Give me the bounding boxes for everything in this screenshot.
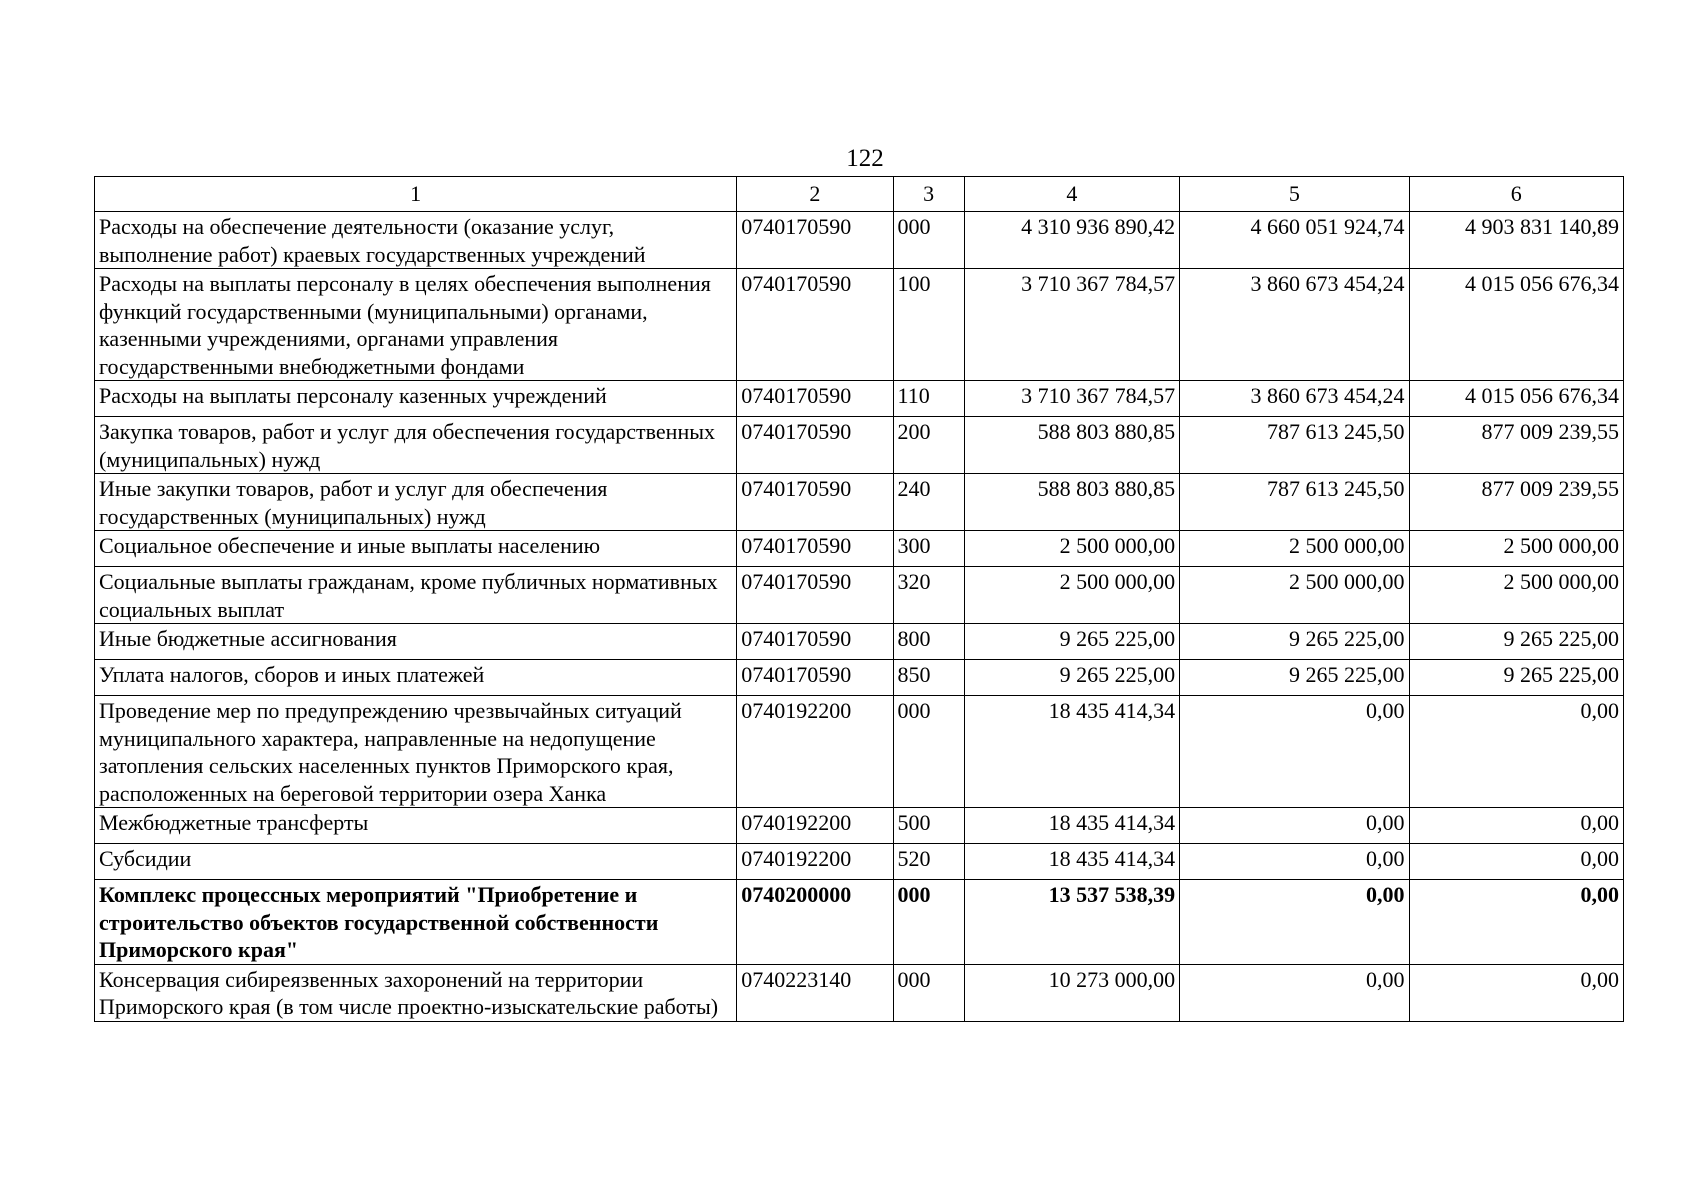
row-value-col6-cell: 0,00 [1409, 696, 1623, 808]
row-value-col6-cell: 9 265 225,00 [1409, 624, 1623, 660]
row-value-col4-cell: 18 435 414,34 [964, 696, 1179, 808]
row-value-col4-cell: 2 500 000,00 [964, 531, 1179, 567]
column-header-3: 3 [893, 177, 964, 212]
row-name-cell: Проведение мер по предупреждению чрезвычайных ситуаций муниципального характера, направленные на недопущение затопления сельских населенных пунктов Приморского края, расположенных на береговой территории озера Ханка [95, 696, 737, 808]
row-expense-type-cell: 100 [893, 269, 964, 381]
row-value-col4-cell: 9 265 225,00 [964, 624, 1179, 660]
row-expense-type-cell: 300 [893, 531, 964, 567]
row-expense-type-cell: 800 [893, 624, 964, 660]
row-value-col6-cell: 0,00 [1409, 844, 1623, 880]
row-value-col5-cell: 4 660 051 924,74 [1180, 212, 1409, 269]
row-code-cell: 0740170590 [737, 531, 893, 567]
row-expense-type-cell: 500 [893, 808, 964, 844]
row-value-col5-cell: 0,00 [1180, 696, 1409, 808]
row-value-col6-cell: 877 009 239,55 [1409, 417, 1623, 474]
column-header-1: 1 [95, 177, 737, 212]
row-value-col4-cell: 13 537 538,39 [964, 880, 1179, 965]
table-row [95, 696, 1624, 808]
column-header-6: 6 [1409, 177, 1623, 212]
page-number: 122 [846, 145, 884, 172]
row-expense-type-cell: 000 [893, 212, 964, 269]
table-body [95, 212, 1624, 1022]
row-value-col5-cell: 2 500 000,00 [1180, 531, 1409, 567]
row-code-cell: 0740170590 [737, 212, 893, 269]
table-row [95, 964, 1624, 1021]
table-row [95, 269, 1624, 381]
row-expense-type-cell: 000 [893, 880, 964, 965]
row-name-cell: Расходы на обеспечение деятельности (оказание услуг, выполнение работ) краевых государственных учреждений [95, 212, 737, 269]
row-code-cell: 0740170590 [737, 417, 893, 474]
row-expense-type-cell: 520 [893, 844, 964, 880]
table-row [95, 417, 1624, 474]
table-row [95, 624, 1624, 660]
row-value-col5-cell: 787 613 245,50 [1180, 417, 1409, 474]
row-expense-type-cell: 000 [893, 696, 964, 808]
row-value-col5-cell: 0,00 [1180, 808, 1409, 844]
row-value-col6-cell: 4 015 056 676,34 [1409, 269, 1623, 381]
row-value-col4-cell: 588 803 880,85 [964, 417, 1179, 474]
table-row [95, 212, 1624, 269]
row-code-cell: 0740170590 [737, 624, 893, 660]
row-value-col6-cell: 2 500 000,00 [1409, 567, 1623, 624]
row-name-cell: Иные бюджетные ассигнования [95, 624, 737, 660]
row-value-col4-cell: 4 310 936 890,42 [964, 212, 1179, 269]
table-row [95, 474, 1624, 531]
row-value-col5-cell: 0,00 [1180, 964, 1409, 1021]
table-row [95, 880, 1624, 965]
row-code-cell: 0740170590 [737, 660, 893, 696]
row-name-cell: Субсидии [95, 844, 737, 880]
row-value-col5-cell: 787 613 245,50 [1180, 474, 1409, 531]
row-value-col5-cell: 9 265 225,00 [1180, 624, 1409, 660]
row-value-col6-cell: 2 500 000,00 [1409, 531, 1623, 567]
row-code-cell: 0740170590 [737, 474, 893, 531]
row-value-col6-cell: 877 009 239,55 [1409, 474, 1623, 531]
row-expense-type-cell: 850 [893, 660, 964, 696]
table-row [95, 381, 1624, 417]
row-name-cell: Иные закупки товаров, работ и услуг для обеспечения государственных (муниципальных) нужд [95, 474, 737, 531]
column-header-4: 4 [964, 177, 1179, 212]
row-expense-type-cell: 000 [893, 964, 964, 1021]
row-value-col4-cell: 2 500 000,00 [964, 567, 1179, 624]
row-value-col6-cell: 0,00 [1409, 808, 1623, 844]
table-row [95, 808, 1624, 844]
row-name-cell: Комплекс процессных мероприятий "Приобретение и строительство объектов государственной собственности Приморского края" [95, 880, 737, 965]
row-value-col6-cell: 9 265 225,00 [1409, 660, 1623, 696]
row-name-cell: Расходы на выплаты персоналу казенных учреждений [95, 381, 737, 417]
row-expense-type-cell: 110 [893, 381, 964, 417]
table-row [95, 567, 1624, 624]
row-value-col5-cell: 0,00 [1180, 880, 1409, 965]
row-code-cell: 0740192200 [737, 844, 893, 880]
row-value-col6-cell: 4 903 831 140,89 [1409, 212, 1623, 269]
row-name-cell: Расходы на выплаты персоналу в целях обеспечения выполнения функций государственными (муниципальными) органами, казенными учреждениями, органами управления государственными внебюджетными фондами [95, 269, 737, 381]
row-value-col6-cell: 0,00 [1409, 880, 1623, 965]
row-name-cell: Закупка товаров, работ и услуг для обеспечения государственных (муниципальных) нужд [95, 417, 737, 474]
column-header-2: 2 [737, 177, 893, 212]
row-code-cell: 0740192200 [737, 696, 893, 808]
row-value-col5-cell: 2 500 000,00 [1180, 567, 1409, 624]
row-value-col6-cell: 0,00 [1409, 964, 1623, 1021]
row-name-cell: Социальное обеспечение и иные выплаты населению [95, 531, 737, 567]
row-code-cell: 0740223140 [737, 964, 893, 1021]
row-code-cell: 0740200000 [737, 880, 893, 965]
row-value-col4-cell: 9 265 225,00 [964, 660, 1179, 696]
row-value-col5-cell: 3 860 673 454,24 [1180, 269, 1409, 381]
row-expense-type-cell: 240 [893, 474, 964, 531]
row-code-cell: 0740170590 [737, 269, 893, 381]
row-value-col4-cell: 10 273 000,00 [964, 964, 1179, 1021]
row-code-cell: 0740192200 [737, 808, 893, 844]
row-value-col5-cell: 0,00 [1180, 844, 1409, 880]
row-value-col4-cell: 3 710 367 784,57 [964, 381, 1179, 417]
row-value-col4-cell: 3 710 367 784,57 [964, 269, 1179, 381]
row-value-col5-cell: 3 860 673 454,24 [1180, 381, 1409, 417]
row-name-cell: Консервация сибиреязвенных захоронений на территории Приморского края (в том числе проектно-изыскательские работы) [95, 964, 737, 1021]
budget-table [94, 176, 1624, 1022]
row-expense-type-cell: 200 [893, 417, 964, 474]
row-value-col4-cell: 18 435 414,34 [964, 808, 1179, 844]
table-row [95, 660, 1624, 696]
table-header-row [95, 177, 1624, 212]
column-header-5: 5 [1180, 177, 1409, 212]
row-code-cell: 0740170590 [737, 381, 893, 417]
row-value-col4-cell: 588 803 880,85 [964, 474, 1179, 531]
row-value-col5-cell: 9 265 225,00 [1180, 660, 1409, 696]
table-row [95, 844, 1624, 880]
row-value-col4-cell: 18 435 414,34 [964, 844, 1179, 880]
row-expense-type-cell: 320 [893, 567, 964, 624]
row-value-col6-cell: 4 015 056 676,34 [1409, 381, 1623, 417]
row-code-cell: 0740170590 [737, 567, 893, 624]
row-name-cell: Социальные выплаты гражданам, кроме публичных нормативных социальных выплат [95, 567, 737, 624]
row-name-cell: Межбюджетные трансферты [95, 808, 737, 844]
row-name-cell: Уплата налогов, сборов и иных платежей [95, 660, 737, 696]
table-row [95, 531, 1624, 567]
